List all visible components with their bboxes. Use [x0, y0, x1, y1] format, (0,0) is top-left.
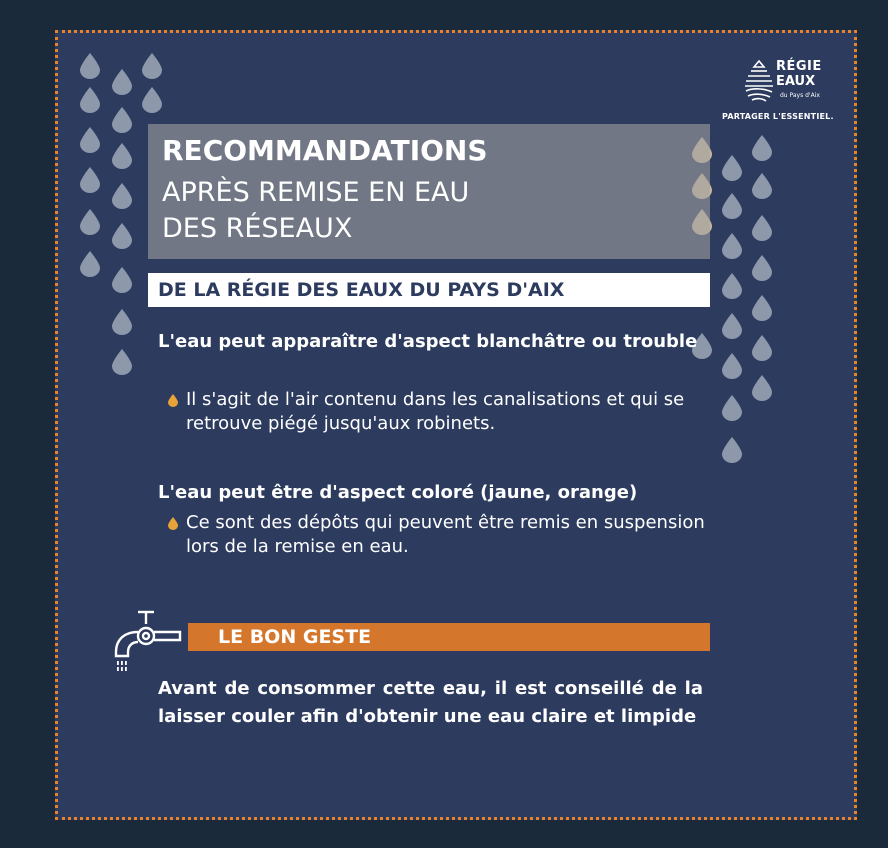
point-detail-text-2: Ce sont des dépôts qui peuvent être remis en suspension lors de la remise en eau. [186, 512, 705, 557]
water-drop-icon [752, 375, 772, 401]
water-drop-icon [722, 313, 742, 339]
page-title-subline [162, 175, 682, 247]
water-drop-icon [80, 167, 100, 193]
water-drop-icon [112, 107, 132, 133]
water-drop-icon [80, 53, 100, 79]
bon-geste-label: LE BON GESTE [218, 626, 372, 648]
regie-eaux-logo [722, 57, 834, 129]
water-drop-icon [112, 349, 132, 375]
water-drop-icon [752, 255, 772, 281]
water-drop-icon [722, 353, 742, 379]
title-box [148, 124, 710, 259]
water-drop-icon [112, 143, 132, 169]
water-drop-icon [752, 173, 772, 199]
point-detail-1 [168, 388, 713, 436]
water-drop-icon [112, 69, 132, 95]
water-drop-icon [752, 215, 772, 241]
page-title-line3: DES RÉSEAUX [162, 213, 353, 244]
bullet-drop-icon [168, 517, 178, 530]
point-detail-text-1: Il s'agit de l'air contenu dans les canalisations et qui se retrouve piégé jusqu'aux robinets. [186, 389, 685, 434]
water-drop-icon [722, 395, 742, 421]
logo-drop-icon [742, 59, 776, 105]
water-drop-icon [722, 437, 742, 463]
bon-geste-banner [188, 623, 710, 651]
bon-geste-text: Avant de consommer cette eau, il est conseillé de la laisser couler afin d'obtenir une eau claire et limpide [158, 678, 703, 727]
water-drop-icon [112, 183, 132, 209]
water-drop-icon [722, 193, 742, 219]
water-drop-icon [80, 251, 100, 277]
water-drop-icon [80, 127, 100, 153]
water-drop-icon [722, 233, 742, 259]
subtitle-banner: DE LA RÉGIE DES EAUX DU PAYS D'AIX [148, 273, 710, 307]
logo-text-eaux: EAUX [776, 74, 816, 89]
point-title-2: L'eau peut être d'aspect coloré (jaune, orange) [158, 482, 638, 503]
water-drop-icon [80, 87, 100, 113]
point-detail-2 [168, 511, 713, 559]
point-title-1: L'eau peut apparaître d'aspect blanchâtre ou trouble [158, 331, 698, 352]
water-tap-icon [108, 608, 188, 678]
water-drop-icon [722, 273, 742, 299]
info-card [55, 30, 857, 820]
water-drop-icon [752, 135, 772, 161]
water-drop-icon [752, 335, 772, 361]
water-drop-icon [142, 53, 162, 79]
water-drop-icon [112, 267, 132, 293]
water-drop-icon [752, 295, 772, 321]
bullet-drop-icon [168, 394, 178, 407]
page-title: RECOMMANDATIONS [162, 134, 488, 167]
logo-text-pays: du Pays d'Aix [780, 92, 820, 99]
logo-text-regie: RÉGIE [776, 59, 822, 74]
logo-tagline: PARTAGER L'ESSENTIEL. [722, 112, 834, 121]
water-drop-icon [112, 309, 132, 335]
water-drop-icon [142, 87, 162, 113]
water-drop-icon [722, 155, 742, 181]
water-drop-icon [80, 209, 100, 235]
water-drop-icon [112, 223, 132, 249]
page-title-line2: APRÈS REMISE EN EAU [162, 177, 470, 208]
